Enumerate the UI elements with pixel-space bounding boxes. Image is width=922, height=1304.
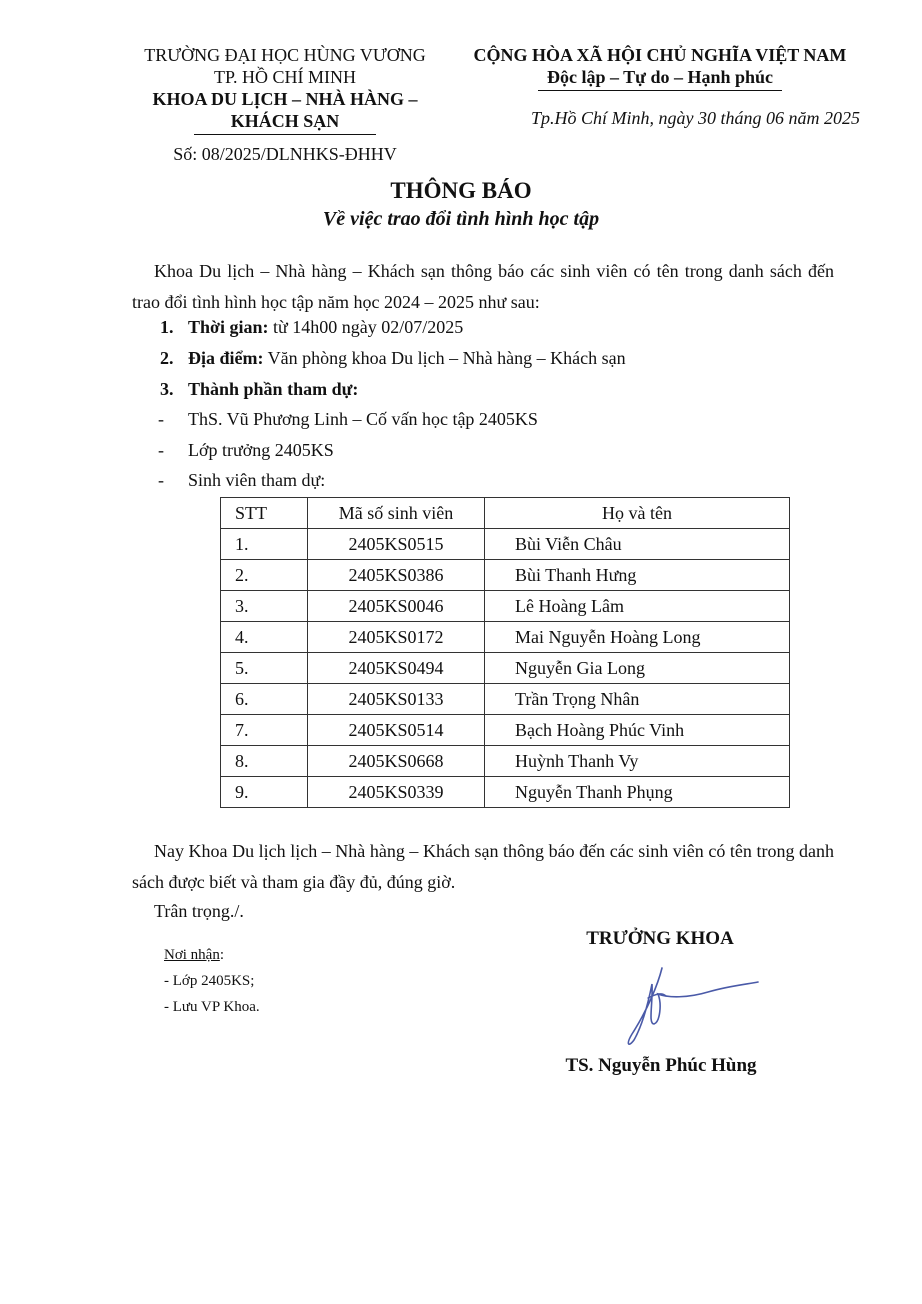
item-location (160, 348, 626, 369)
motto-divider (538, 90, 782, 91)
cell-full-name: Lê Hoàng Lâm (485, 591, 790, 622)
recipients-block (164, 942, 260, 1020)
cell-full-name: Nguyễn Thanh Phụng (485, 777, 790, 808)
table-row (221, 529, 790, 560)
cell-stt: 7. (221, 715, 308, 746)
attendee-class-monitor (158, 440, 334, 461)
cell-student-id: 2405KS0046 (308, 591, 485, 622)
cell-student-id: 2405KS0515 (308, 529, 485, 560)
item-value: từ 14h00 ngày 02/07/2025 (268, 317, 464, 337)
table-row (221, 684, 790, 715)
attendee-advisor (158, 409, 538, 430)
item-number: 1. (160, 317, 174, 337)
faculty-name-line1: KHOA DU LỊCH – NHÀ HÀNG – (152, 89, 418, 109)
table-row (221, 777, 790, 808)
intro-text: Khoa Du lịch – Nhà hàng – Khách sạn thông báo các sinh viên có tên trong danh sách đến trao đổi tình hình học tập năm học 2024 – 2025 như sau: (132, 261, 834, 312)
cell-stt: 2. (221, 560, 308, 591)
country-name: CỘNG HÒA XÃ HỘI CHỦ NGHĨA VIỆT NAM (473, 45, 847, 65)
cell-student-id: 2405KS0668 (308, 746, 485, 777)
bullet-dash: - (158, 409, 164, 429)
cell-stt: 9. (221, 777, 308, 808)
issuer-block (130, 44, 440, 165)
cell-stt: 8. (221, 746, 308, 777)
item-time (160, 317, 463, 338)
cell-student-id: 2405KS0386 (308, 560, 485, 591)
item-value: Văn phòng khoa Du lịch – Nhà hàng – Khách sạn (263, 348, 626, 368)
table-row (221, 746, 790, 777)
item-label: Thời gian: (188, 317, 269, 337)
cell-full-name: Bùi Viễn Châu (485, 529, 790, 560)
item-label: Địa điểm: (188, 348, 264, 368)
cell-full-name: Bạch Hoàng Phúc Vinh (485, 715, 790, 746)
signer-title: TRƯỞNG KHOA (586, 928, 734, 949)
header-full-name: Họ và tên (485, 498, 790, 529)
national-heading (458, 44, 862, 91)
item-participants (160, 379, 358, 400)
item-number: 3. (160, 379, 174, 399)
table-row (221, 653, 790, 684)
attendee-text: Lớp trưởng 2405KS (188, 440, 334, 460)
table-row (221, 591, 790, 622)
closing-paragraph (132, 836, 834, 898)
cell-full-name: Trần Trọng Nhân (485, 684, 790, 715)
bullet-dash: - (158, 470, 164, 490)
table-row (221, 560, 790, 591)
table-row (221, 715, 790, 746)
cell-stt: 1. (221, 529, 308, 560)
cell-stt: 4. (221, 622, 308, 653)
student-table (220, 497, 790, 808)
document-number: Số: 08/2025/DLNHKS-ĐHHV (173, 144, 397, 164)
cell-stt: 6. (221, 684, 308, 715)
cell-student-id: 2405KS0172 (308, 622, 485, 653)
national-motto: Độc lập – Tự do – Hạnh phúc (546, 67, 774, 87)
attendee-text: ThS. Vũ Phương Linh – Cố vấn học tập 2405KS (188, 409, 538, 429)
cell-full-name: Huỳnh Thanh Vy (485, 746, 790, 777)
header-student-id: Mã số sinh viên (308, 498, 485, 529)
table-row (221, 622, 790, 653)
recipients-label: Nơi nhận (164, 947, 220, 963)
bullet-dash: - (158, 440, 164, 460)
university-city: TP. HỒ CHÍ MINH (213, 67, 356, 87)
attendee-text: Sinh viên tham dự: (188, 470, 326, 490)
cell-stt: 5. (221, 653, 308, 684)
cell-stt: 3. (221, 591, 308, 622)
cell-full-name: Nguyễn Gia Long (485, 653, 790, 684)
cell-full-name: Bùi Thanh Hưng (485, 560, 790, 591)
item-label: Thành phần tham dự: (188, 379, 359, 399)
recipient-item: - Lớp 2405KS; (164, 973, 255, 989)
cell-student-id: 2405KS0514 (308, 715, 485, 746)
attendee-students (158, 470, 325, 491)
document-subtitle: Về việc trao đổi tình hình học tập (322, 208, 600, 230)
issuer-divider (194, 134, 376, 135)
table-header-row (221, 498, 790, 529)
document-title: THÔNG BÁO (390, 178, 532, 203)
intro-paragraph (132, 256, 834, 318)
header-stt: STT (221, 498, 308, 529)
cell-student-id: 2405KS0494 (308, 653, 485, 684)
cell-student-id: 2405KS0133 (308, 684, 485, 715)
item-number: 2. (160, 348, 174, 368)
recipients-colon: : (219, 947, 225, 963)
signer-name: TS. Nguyễn Phúc Hùng (565, 1055, 757, 1076)
issue-date: Tp.Hồ Chí Minh, ngày 30 tháng 06 năm 2025 (530, 108, 860, 128)
closing-text: Nay Khoa Du lịch lịch – Nhà hàng – Khách sạn thông báo đến các sinh viên có tên trong danh sách được biết và tham gia đầy đủ, đúng giờ. (132, 841, 834, 892)
handwritten-signature (618, 964, 768, 1048)
recipient-item: - Lưu VP Khoa. (164, 999, 260, 1015)
cell-full-name: Mai Nguyễn Hoàng Long (485, 622, 790, 653)
faculty-name-line2: KHÁCH SẠN (230, 111, 340, 131)
university-name: TRƯỜNG ĐẠI HỌC HÙNG VƯƠNG (144, 45, 426, 65)
regards-text: Trân trọng./. (154, 901, 244, 921)
cell-student-id: 2405KS0339 (308, 777, 485, 808)
